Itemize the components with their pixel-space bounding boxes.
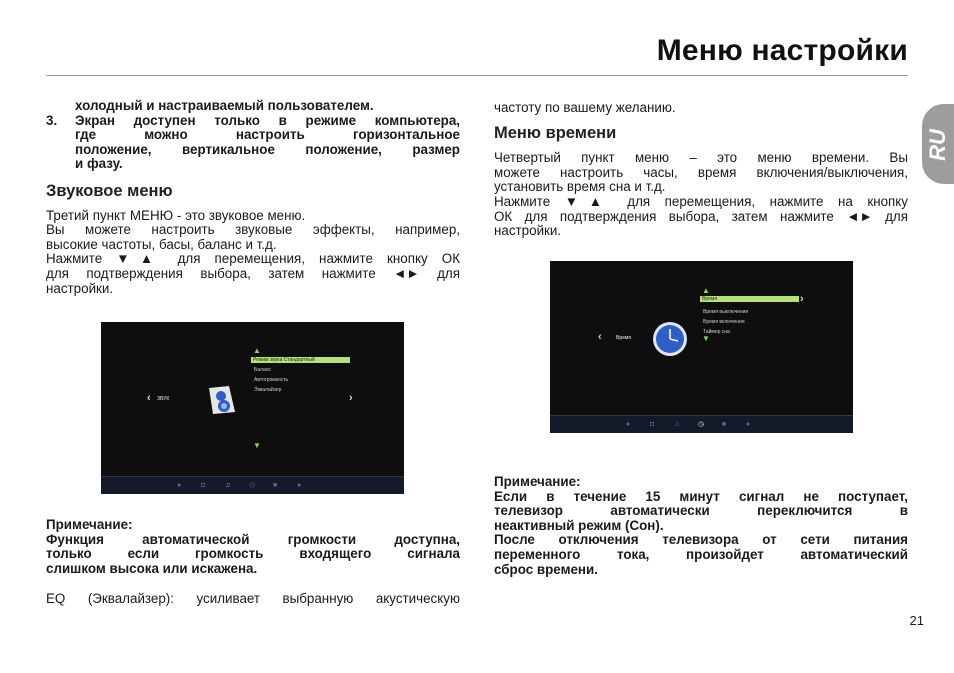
page-number: 21 (909, 613, 924, 628)
clock-icon: ◷ (249, 482, 256, 489)
time-menu-item: Время выключения (703, 309, 749, 315)
list-continuation: холодный и настраиваемый пользователем. (75, 98, 374, 113)
note-line: Функция автоматической громкости доступна, (46, 531, 460, 547)
note-line: переменного тока, произойдет автоматический (494, 546, 908, 562)
left-column (46, 99, 460, 296)
list-item-3-line: и фазу. (75, 156, 123, 172)
title-divider (46, 75, 908, 76)
picture-icon: ● (626, 421, 631, 428)
sound-menu-label: ЗВУК (157, 396, 170, 402)
left-chevron-icon: ‹ (147, 392, 151, 404)
time-menu-item: Таймер сна (703, 329, 730, 335)
clock-face-icon (652, 321, 688, 357)
sound-menu-item: Автогромкость (254, 377, 289, 383)
note-line: только если громкость входящего сигнала (46, 546, 460, 562)
list-item-3 (46, 114, 460, 172)
note-line: неактивный режим (Сон). (494, 517, 664, 533)
right-chevron-icon: › (800, 293, 804, 305)
right-chevron-icon: › (349, 392, 353, 404)
sound-menu-item: Баланс (254, 367, 272, 373)
time-paragraph: Четвертый пункт меню – это меню времени. Вы (494, 150, 908, 166)
time-paragraph: настройки. (494, 223, 562, 239)
sound-paragraph: для подтверждения выбора, затем нажмите ◄► для (46, 265, 460, 281)
note-line: Если в течение 15 минут сигнал не поступает, (494, 488, 908, 504)
note-label: Примечание: (494, 474, 581, 489)
sound-menu-heading: Звуковое меню (46, 181, 173, 200)
time-paragraph: Нажмите ▼▲ для перемещения, нажмите на кнопку (494, 193, 908, 209)
list-item-3-line: где можно настроить горизонтальное (75, 127, 460, 143)
picture-icon: ● (177, 482, 182, 489)
note-label: Примечание: (46, 517, 133, 532)
lock-icon: ■ (273, 482, 278, 489)
note-line: слишком высока или искажена. (46, 560, 258, 576)
sound-paragraph: высокие частоты, басы, баланс и т.д. (46, 236, 277, 252)
note-line: телевизор автоматически переключится в (494, 503, 908, 519)
time-paragraph: можете настроить часы, время включения/выключения, (494, 164, 908, 180)
language-tab-label: RU (925, 129, 950, 161)
channel-icon: ◘ (650, 421, 655, 428)
speaker-icon (205, 382, 239, 416)
channel-icon: ◘ (201, 482, 206, 489)
list-item-3-number: 3. (46, 112, 58, 128)
language-tab (922, 104, 954, 184)
down-arrow-icon: ▼ (253, 441, 261, 450)
sound-menu-screenshot (101, 322, 404, 494)
page-title: Меню настройки (656, 34, 908, 67)
menu-bottom-bar (550, 415, 853, 433)
time-menu-screenshot (550, 261, 853, 433)
right-note (494, 475, 908, 577)
up-arrow-icon: ▲ (253, 346, 261, 355)
time-menu-heading: Меню времени (494, 123, 617, 142)
up-arrow-icon: ▲ (702, 286, 710, 295)
menu-bottom-bar (101, 476, 404, 494)
sound-paragraph: Нажмите ▼▲ для перемещения, нажмите кнопку ОК (46, 251, 460, 267)
time-menu-item: Время включения (703, 319, 745, 325)
list-item-3-line: Экран доступен только в режиме компьютера, (75, 112, 460, 128)
note-line: сброс времени. (494, 561, 598, 577)
settings-icon: ● (297, 482, 302, 489)
time-menu-label: Время (616, 335, 632, 341)
eq-line: EQ (Эквалайзер): усиливает выбранную акустическую (46, 591, 460, 607)
sound-icon: ♫ (674, 421, 680, 428)
time-paragraph: установить время сна и т.д. (494, 179, 666, 195)
note-line: После отключения телевизора от сети питания (494, 532, 908, 548)
sound-paragraph: Вы можете настроить звуковые эффекты, например, (46, 222, 460, 238)
time-menu-item-selected: Время (700, 296, 799, 302)
left-chevron-icon: ‹ (598, 331, 602, 343)
down-arrow-icon: ▼ (702, 334, 710, 343)
left-note (46, 518, 460, 607)
right-column (494, 101, 908, 239)
sound-menu-item: Эквалайзер (254, 387, 282, 393)
sound-paragraph: Третий пункт МЕНЮ - это звуковое меню. (46, 207, 306, 223)
sound-paragraph: настройки. (46, 280, 114, 296)
sound-menu-item-selected: Режим звука Стандартный (251, 357, 350, 363)
right-continuation: частоту по вашему желанию. (494, 100, 676, 115)
sound-icon: ♫ (225, 482, 231, 489)
clock-icon: ◷ (698, 421, 705, 428)
settings-icon: ● (746, 421, 751, 428)
list-item-3-line: положение, вертикальное положение, размер (75, 141, 460, 157)
lock-icon: ■ (722, 421, 727, 428)
time-paragraph: ОК для подтверждения выбора, затем нажмите ◄► для (494, 208, 908, 224)
